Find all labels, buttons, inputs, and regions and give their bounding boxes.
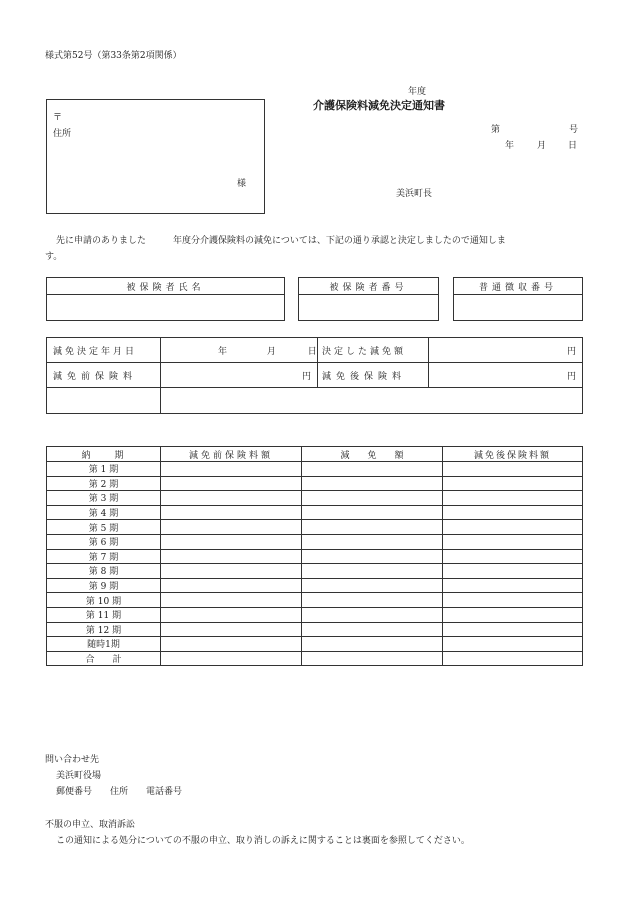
address-label: 住所	[53, 129, 72, 139]
insured-number-box	[298, 277, 439, 321]
intro-line-2: す。	[45, 252, 63, 262]
after-amount-cell[interactable]	[443, 637, 583, 652]
before-amount-cell[interactable]	[161, 578, 302, 593]
period-row	[47, 637, 583, 652]
appeal-heading: 不服の申立、取消訴訟	[45, 820, 136, 830]
before-amount-cell[interactable]	[161, 491, 302, 506]
decision-date-field[interactable]	[161, 338, 318, 363]
period-label: 合 計	[47, 651, 161, 666]
header-reduction-amount: 減 免 額	[302, 447, 443, 462]
honorific: 様	[237, 179, 247, 189]
insured-name-label: 被保険者氏名	[47, 278, 285, 295]
reduction-amount-cell[interactable]	[302, 476, 443, 491]
postal-mark: 〒	[53, 113, 63, 123]
period-label: 第 6 期	[47, 534, 161, 549]
after-amount-cell[interactable]	[443, 593, 583, 608]
before-amount-cell[interactable]	[161, 476, 302, 491]
period-label: 第 4 期	[47, 505, 161, 520]
reduction-amount-cell[interactable]	[302, 564, 443, 579]
blank-field-cell[interactable]	[161, 388, 583, 414]
insured-number-field[interactable]	[299, 295, 439, 321]
period-row	[47, 607, 583, 622]
form-number: 様式第52号（第33条第2項関係）	[45, 51, 182, 61]
yen-unit: 円	[301, 371, 311, 382]
before-amount-cell[interactable]	[161, 637, 302, 652]
before-premium-label: 減免前保険料	[47, 363, 161, 388]
after-amount-cell[interactable]	[443, 520, 583, 535]
doc-number-dai: 第	[491, 125, 501, 135]
before-amount-cell[interactable]	[161, 462, 302, 477]
period-label: 随時1期	[47, 637, 161, 652]
reduction-amount-cell[interactable]	[302, 593, 443, 608]
period-row	[47, 564, 583, 579]
period-row	[47, 593, 583, 608]
appeal-text: この通知による処分についての不服の申立、取り消しの訴えに関することは裏面を参照してください。	[56, 836, 470, 846]
contact-office: 美浜町役場	[56, 771, 102, 781]
period-row	[47, 651, 583, 666]
decision-date-label: 減免決定年月日	[47, 338, 161, 363]
reduction-amount-cell[interactable]	[302, 607, 443, 622]
period-row	[47, 622, 583, 637]
decision-date-day: 日	[307, 346, 317, 357]
period-label: 第 9 期	[47, 578, 161, 593]
yen-unit: 円	[566, 371, 576, 382]
before-amount-cell[interactable]	[161, 622, 302, 637]
period-label: 第 1 期	[47, 462, 161, 477]
before-amount-cell[interactable]	[161, 651, 302, 666]
contact-details: 郵便番号 住所 電話番号	[56, 787, 183, 797]
after-amount-cell[interactable]	[443, 476, 583, 491]
collection-number-label: 普通徴収番号	[454, 278, 583, 295]
period-row	[47, 505, 583, 520]
after-amount-cell[interactable]	[443, 505, 583, 520]
period-label: 第 7 期	[47, 549, 161, 564]
collection-number-field[interactable]	[454, 295, 583, 321]
page-title: 介護保険料減免決定通知書	[313, 99, 445, 112]
date-day: 日	[568, 141, 578, 151]
period-row	[47, 534, 583, 549]
reduction-amount-cell[interactable]	[302, 651, 443, 666]
after-amount-cell[interactable]	[443, 622, 583, 637]
reduction-amount-cell[interactable]	[302, 534, 443, 549]
date-year: 年	[505, 141, 515, 151]
before-amount-cell[interactable]	[161, 534, 302, 549]
insured-name-field[interactable]	[47, 295, 285, 321]
yen-unit: 円	[566, 346, 576, 357]
period-label: 第 10 期	[47, 593, 161, 608]
contact-heading: 問い合わせ先	[45, 755, 100, 765]
after-amount-cell[interactable]	[443, 578, 583, 593]
doc-number-go: 号	[569, 125, 579, 135]
after-amount-cell[interactable]	[443, 651, 583, 666]
after-amount-cell[interactable]	[443, 491, 583, 506]
reduction-amount-cell[interactable]	[302, 520, 443, 535]
after-premium-field[interactable]	[429, 363, 583, 388]
decided-amount-field[interactable]	[429, 338, 583, 363]
after-amount-cell[interactable]	[443, 607, 583, 622]
reduction-amount-cell[interactable]	[302, 505, 443, 520]
reduction-amount-cell[interactable]	[302, 462, 443, 477]
decision-table	[46, 337, 583, 414]
blank-label-cell	[47, 388, 161, 414]
date-month: 月	[537, 141, 547, 151]
before-amount-cell[interactable]	[161, 520, 302, 535]
reduction-amount-cell[interactable]	[302, 549, 443, 564]
after-amount-cell[interactable]	[443, 549, 583, 564]
before-amount-cell[interactable]	[161, 564, 302, 579]
before-amount-cell[interactable]	[161, 549, 302, 564]
period-label: 第 11 期	[47, 607, 161, 622]
period-row	[47, 520, 583, 535]
after-amount-cell[interactable]	[443, 462, 583, 477]
period-table	[46, 446, 583, 666]
after-amount-cell[interactable]	[443, 534, 583, 549]
period-label: 第 5 期	[47, 520, 161, 535]
after-premium-label: 減免後保険料	[318, 363, 429, 388]
period-row	[47, 578, 583, 593]
reduction-amount-cell[interactable]	[302, 491, 443, 506]
year-label: 年度	[408, 87, 427, 97]
period-label: 第 2 期	[47, 476, 161, 491]
before-amount-cell[interactable]	[161, 607, 302, 622]
address-box	[46, 99, 265, 214]
period-label: 第 12 期	[47, 622, 161, 637]
header-after-amount: 減免後保険料額	[443, 447, 583, 462]
period-label: 第 3 期	[47, 491, 161, 506]
reduction-amount-cell[interactable]	[302, 578, 443, 593]
before-amount-cell[interactable]	[161, 505, 302, 520]
insured-number-label: 被保険者番号	[299, 278, 439, 295]
decision-date-year: 年	[217, 346, 227, 357]
period-row	[47, 476, 583, 491]
header-period: 納 期	[47, 447, 161, 462]
insured-name-box	[46, 277, 285, 321]
intro-line-1: 先に申請のありました 年度分介護保険料の減免については、下記の通り承認と決定しましたので通知しま	[56, 236, 506, 246]
period-row	[47, 462, 583, 477]
period-row	[47, 549, 583, 564]
before-amount-cell[interactable]	[161, 593, 302, 608]
period-label: 第 8 期	[47, 564, 161, 579]
period-row	[47, 491, 583, 506]
decision-date-month: 月	[266, 346, 276, 357]
after-amount-cell[interactable]	[443, 564, 583, 579]
issuer: 美浜町長	[396, 189, 433, 199]
header-before-amount: 減免前保険料額	[161, 447, 302, 462]
reduction-amount-cell[interactable]	[302, 622, 443, 637]
decided-amount-label: 決定した減免額	[318, 338, 429, 363]
reduction-amount-cell[interactable]	[302, 637, 443, 652]
before-premium-field[interactable]	[161, 363, 318, 388]
collection-number-box	[453, 277, 583, 321]
